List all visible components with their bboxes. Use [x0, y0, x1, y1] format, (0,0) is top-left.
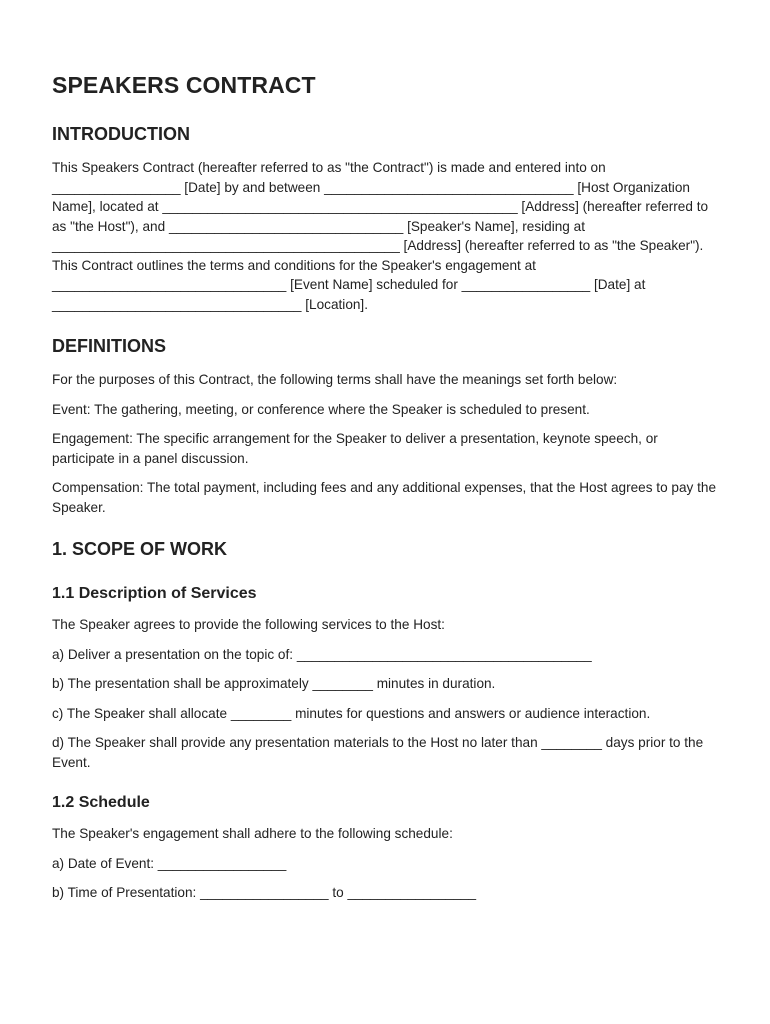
document-title: SPEAKERS CONTRACT [52, 72, 316, 98]
definition-engagement: Engagement: The specific arrangement for the Speaker to deliver a presentation, keynote speech, or participate in a panel discussion. [52, 431, 658, 466]
service-item: a) Deliver a presentation on the topic of: _______________________________________ [52, 646, 592, 662]
schedule-heading: 1.2 Schedule [52, 794, 150, 811]
service-item: c) The Speaker shall allocate ________ minutes for questions and answers or audience interaction. [52, 705, 651, 721]
schedule-intro: The Speaker's engagement shall adhere to the following schedule: [52, 826, 453, 841]
schedule-item: a) Date of Event: _________________ [52, 855, 287, 871]
contract-document [52, 70, 722, 903]
scope-of-work-heading: 1. SCOPE OF WORK [52, 539, 228, 559]
introduction-heading: INTRODUCTION [52, 124, 190, 144]
description-of-services-heading: 1.1 Description of Services [52, 585, 257, 602]
schedule-item: b) Time of Presentation: _________________ to _________________ [52, 885, 477, 900]
definition-event: Event: The gathering, meeting, or conference where the Speaker is scheduled to present. [52, 401, 590, 417]
definition-compensation: Compensation: The total payment, including fees and any additional expenses, that the Host agrees to pay the Speaker. [52, 480, 717, 515]
service-item: d) The Speaker shall provide any presentation materials to the Host no later than ________ days prior to the Event. [52, 735, 704, 770]
introduction-paragraph: This Speakers Contract (hereafter referred to as "the Contract") is made and entered into on _________________ [Date] by and between _________________________________ [Host Organization Name], located at _______________________________________________ [Address] (hereafter referred to as "the Host"), and _______________________________ [Speaker's Name], residing at ______________________________________________ [Address] (hereafter referred to as "the Speaker"). This Contract outlines the terms and conditions for the Speaker's engagement at _______________________________ [Event Name] scheduled for _________________ [Date] at _________________________________ [Location]. [52, 160, 709, 312]
definitions-heading: DEFINITIONS [52, 336, 167, 356]
service-item: b) The presentation shall be approximately ________ minutes in duration. [52, 676, 496, 691]
services-intro: The Speaker agrees to provide the following services to the Host: [52, 617, 445, 632]
definitions-intro: For the purposes of this Contract, the following terms shall have the meanings set forth below: [52, 372, 618, 387]
